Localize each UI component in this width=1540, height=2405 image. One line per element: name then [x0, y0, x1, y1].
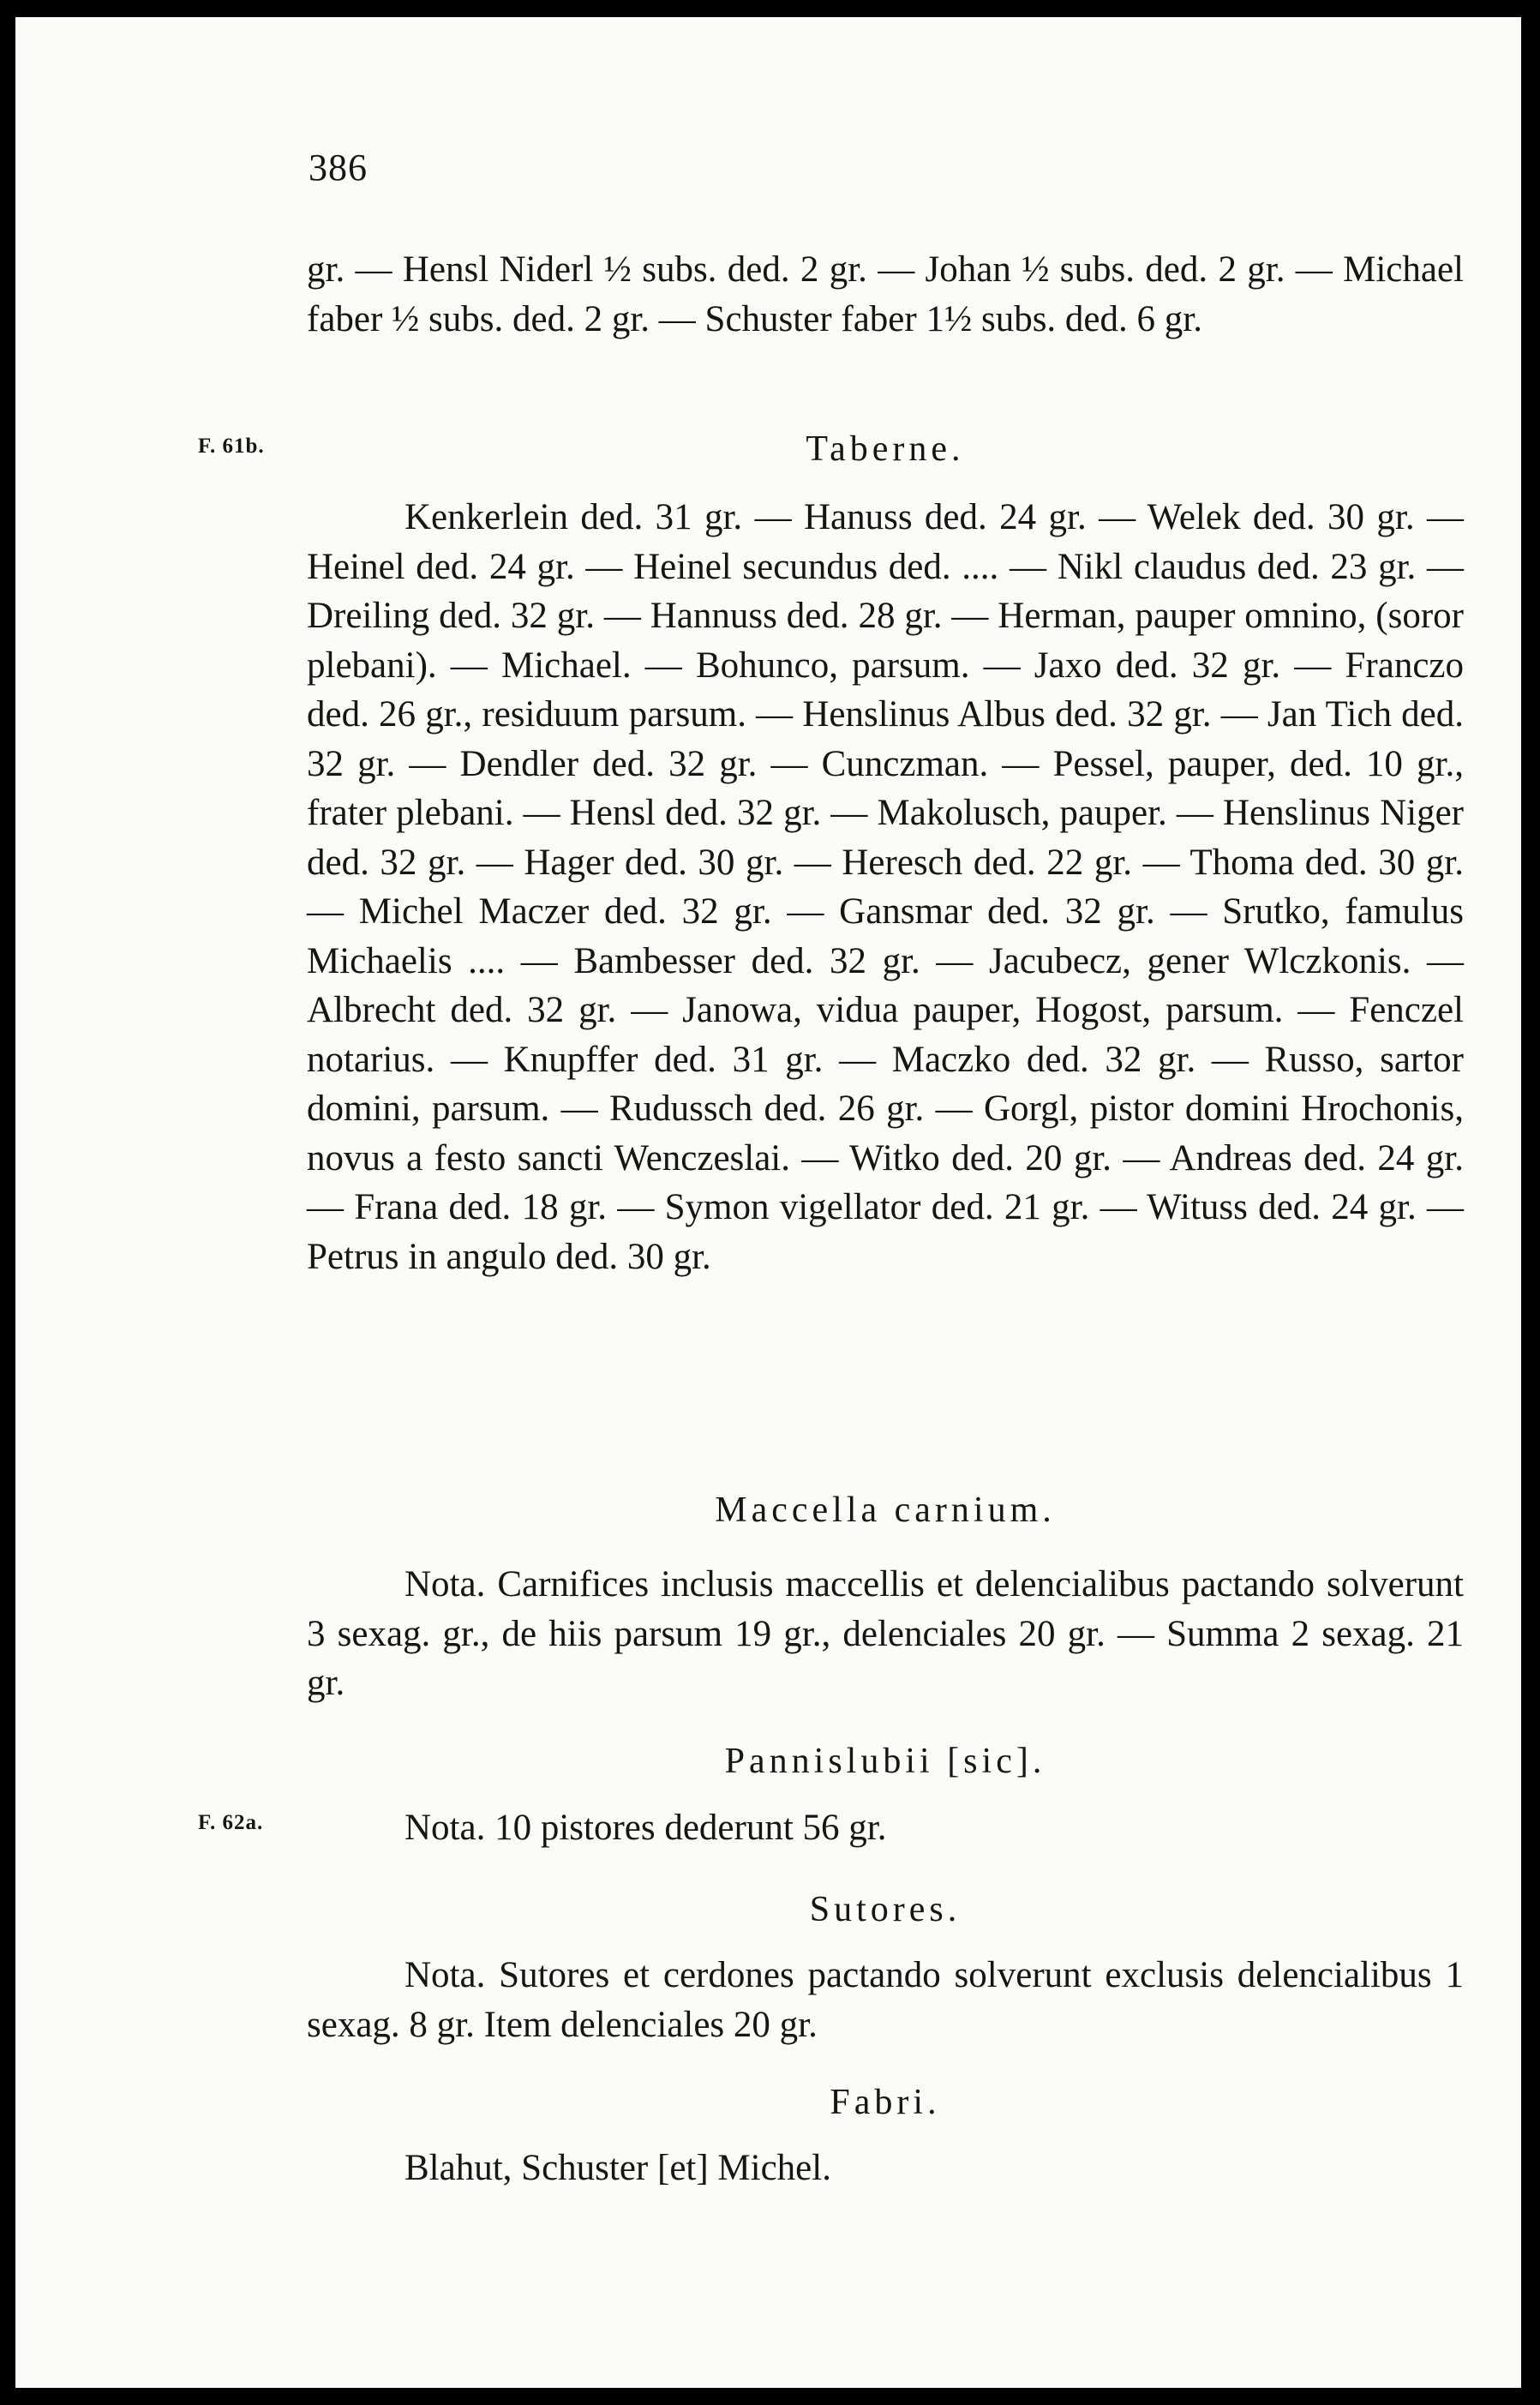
pannislubii-paragraph: Nota. 10 pistores dederunt 56 gr. — [404, 1808, 887, 1848]
heading-fabri: Fabri. — [830, 2083, 941, 2122]
page-number: 386 — [309, 147, 368, 189]
heading-pannislubii: Pannislubii [sic]. — [724, 1742, 1046, 1781]
maccella-paragraph: Nota. Carnifices inclusis maccellis et delencialibus pactando solverunt 3 sexag. gr., de hiis parsum 19 gr., delenciales 20 gr. — Summa 2 sexag. 21 gr. — [307, 1564, 1464, 1703]
intro-paragraph: gr. — Hensl Niderl ½ subs. ded. 2 gr. — Johan ½ subs. ded. 2 gr. — Michael faber ½ subs. ded. 2 gr. — Schuster faber 1½ subs. ded. 6 gr. — [307, 249, 1464, 339]
fabri-paragraph-block — [307, 2144, 1464, 2193]
taberne-paragraph-block — [307, 493, 1464, 1281]
fabri-paragraph: Blahut, Schuster [et] Michel. — [404, 2148, 831, 2188]
heading-taberne: Taberne. — [806, 429, 965, 469]
book-page — [15, 17, 1521, 2388]
intro-paragraph-block — [307, 245, 1464, 344]
section-fabri — [307, 2078, 1464, 2128]
sutores-paragraph: Nota. Sutores et cerdones pactando solverunt exclusis delencialibus 1 sexag. 8 gr. Item delenciales 20 gr. — [307, 1955, 1464, 2045]
section-taberne — [307, 425, 1464, 475]
sutores-paragraph-block — [307, 1951, 1464, 2049]
folio-note-61b: F. 61b. — [198, 435, 265, 458]
folio-note-62a: F. 62a. — [198, 1811, 264, 1834]
heading-sutores: Sutores. — [809, 1890, 962, 1929]
section-pannislubii — [307, 1737, 1464, 1787]
pannislubii-paragraph-block — [307, 1803, 1464, 1853]
section-maccella — [307, 1486, 1464, 1536]
maccella-paragraph-block — [307, 1560, 1464, 1708]
taberne-paragraph: Kenkerlein ded. 31 gr. — Hanuss ded. 24 gr. — Welek ded. 30 gr. — Heinel ded. 24 gr. — Heinel secundus ded. .... — Nikl claudus ded. 23 gr. — Dreiling ded. 32 gr. — Hannuss ded. 28 gr. — Herman, pauper omnino, (soror plebani). — Michael. — Bohunco, parsum. — Jaxo ded. 32 gr. — Franczo ded. 26 gr., residuum parsum. — Henslinus Albus ded. 32 gr. — Jan Tich ded. 32 gr. — Dendler ded. 32 gr. — Cunczman. — Pessel, pauper, ded. 10 gr., frater plebani. — Hensl ded. 32 gr. — Makolusch, pauper. — Henslinus Niger ded. 32 gr. — Hager ded. 30 gr. — Heresch ded. 22 gr. — Thoma ded. 30 gr. — Michel Maczer ded. 32 gr. — Gansmar ded. 32 gr. — Srutko, famulus Michaelis .... — Bambesser ded. 32 gr. — Jacubecz, gener Wlczkonis. — Albrecht ded. 32 gr. — Janowa, vidua pauper, Hogost, parsum. — Fenczel notarius. — Knupffer ded. 31 gr. — Maczko ded. 32 gr. — Russo, sartor domini, parsum. — Rudussch ded. 26 gr. — Gorgl, pistor domini Hrochonis, novus a festo sancti Wenczeslai. — Witko ded. 20 gr. — Andreas ded. 24 gr. — Frana ded. 18 gr. — Symon vigellator ded. 21 gr. — Wituss ded. 24 gr. — Petrus in angulo ded. 30 gr. — [307, 497, 1464, 1277]
section-sutores — [307, 1886, 1464, 1935]
heading-maccella: Maccella carnium. — [715, 1490, 1056, 1530]
